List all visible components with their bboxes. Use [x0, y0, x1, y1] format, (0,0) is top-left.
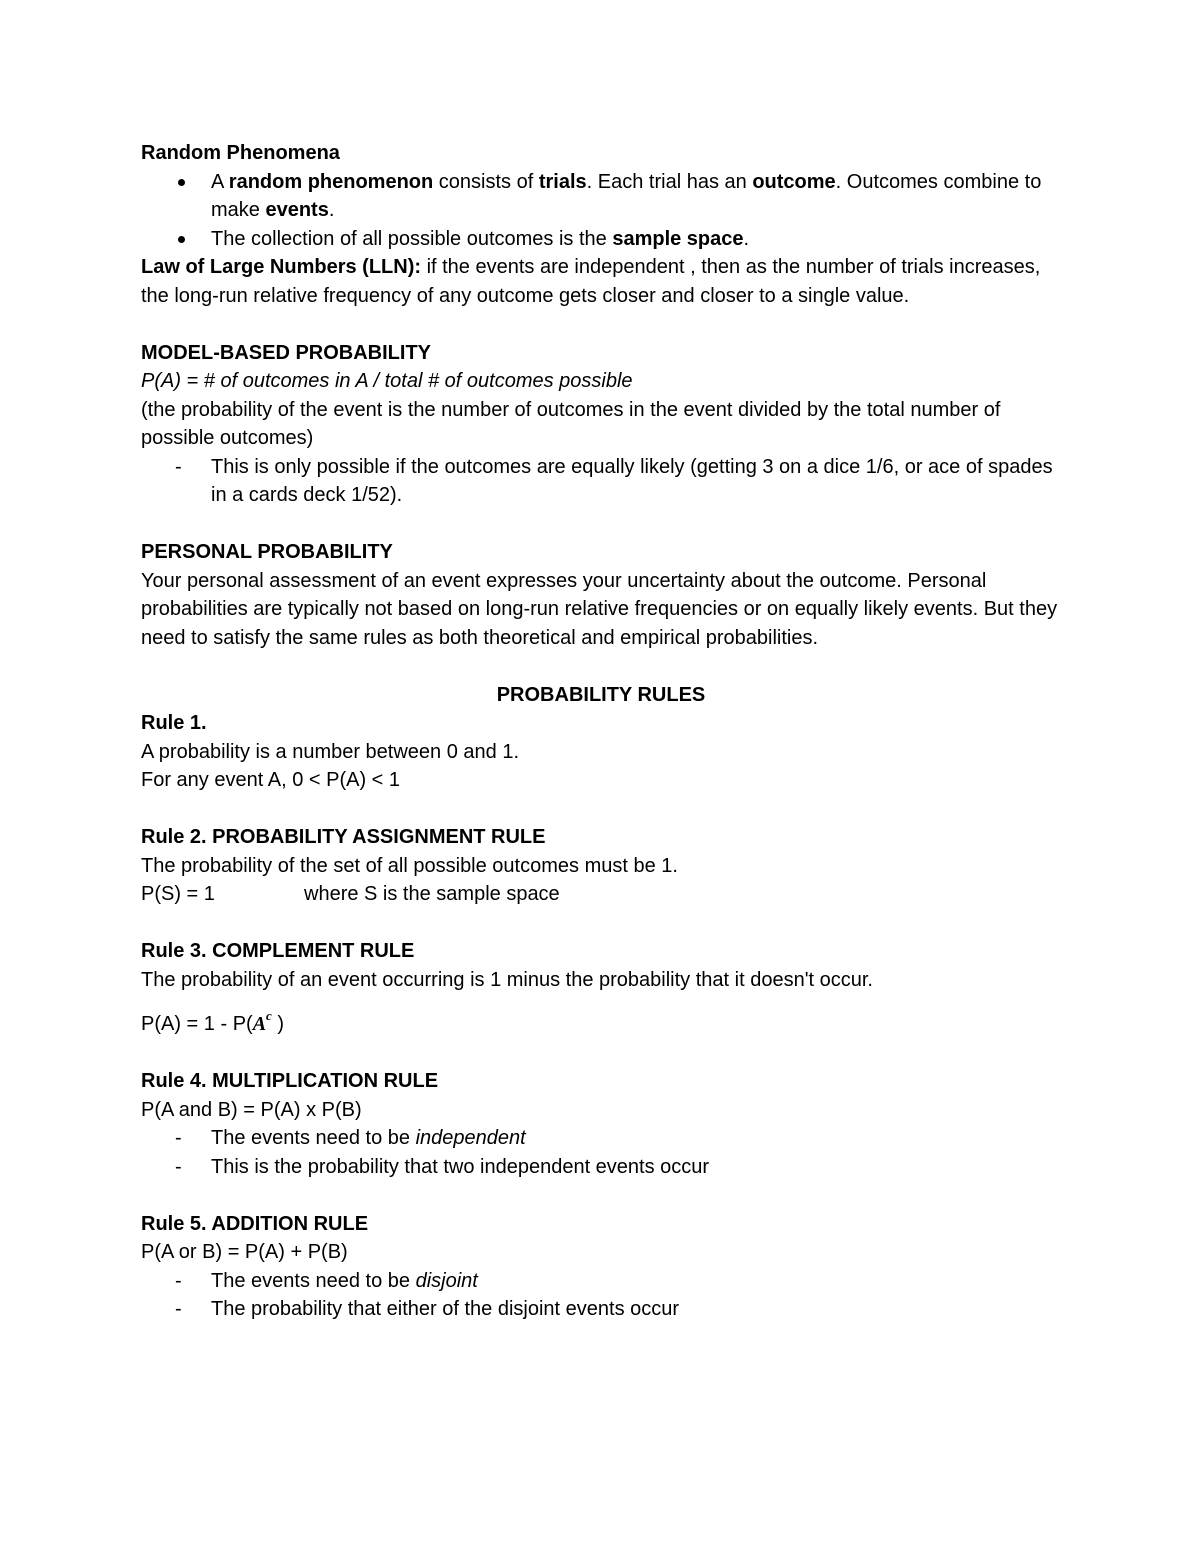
rule-5-equation: P(A or B) = P(A) + P(B)	[141, 1241, 348, 1263]
list-item: - This is the probability that two independent events occur	[141, 1153, 1061, 1182]
section-heading-personal: PERSONAL PROBABILITY	[141, 541, 393, 563]
list-item: - The probability that either of the disjoint events occur	[141, 1295, 1061, 1324]
rule-1-line: A probability is a number between 0 and 1.	[141, 740, 520, 763]
personal-paragraph: Your personal assessment of an event expresses your uncertainty about the outcome. Personal probabilities are typically not based on long-run relative frequencies or on equally likely events. But they need to satisfy the same rules as both theoretical and empirical probabilities.	[141, 569, 1058, 649]
model-formula: P(A) = # of outcomes in A / total # of outcomes possible	[141, 370, 633, 392]
list-item: - This is only possible if the outcomes are equally likely (getting 3 on a dice 1/6, or ace of spades in a cards deck 1/52).	[141, 453, 1061, 510]
rule-2-heading: Rule 2. PROBABILITY ASSIGNMENT RULE	[141, 826, 546, 848]
rule-1-heading: Rule 1.	[141, 712, 207, 734]
lln-paragraph: Law of Large Numbers (LLN): if the events are independent , then as the number of trials increases, the long-run relative frequency of any outcome gets closer and closer to a single value.	[141, 256, 1041, 307]
rule-4-heading: Rule 4. MULTIPLICATION RULE	[141, 1070, 439, 1092]
rule-2-line: The probability of the set of all possible outcomes must be 1.	[141, 854, 678, 877]
rules-title: PROBABILITY RULES	[496, 683, 706, 706]
dash-list	[141, 453, 1061, 510]
rule-4-equation: P(A and B) = P(A) x P(B)	[141, 1098, 362, 1121]
rule-3-line: The probability of an event occurring is 1 minus the probability that it doesn't occur.	[141, 968, 873, 991]
bullet-list	[141, 168, 1061, 254]
list-item: A random phenomenon consists of trials. Each trial has an outcome. Outcomes combine to make events.	[141, 168, 1061, 225]
rule-3-equation: $P(A) = 1 - P(A^c$ )	[141, 1008, 285, 1035]
rule-1-line: For any event A, 0 < P(A) < 1	[141, 769, 401, 791]
rule-5-heading: Rule 5. ADDITION RULE	[141, 1212, 369, 1235]
dash-list	[141, 1124, 1061, 1181]
section-heading-random-phenomena: Random Phenomena	[141, 142, 340, 164]
rule-2-equation: P(S) = 1 where S is the sample space	[141, 883, 560, 905]
list-item: - The events need to be independent	[141, 1124, 1061, 1153]
list-item: - The events need to be disjoint	[141, 1267, 1061, 1296]
section-heading-model-based: MODEL-BASED PROBABILITY	[141, 341, 431, 364]
list-item: The collection of all possible outcomes is the sample space.	[141, 225, 1061, 254]
document-page	[141, 139, 1061, 1324]
model-explanation: (the probability of the event is the number of outcomes in the event divided by the total number of possible outcomes)	[141, 398, 1001, 449]
dash-list	[141, 1267, 1061, 1324]
rule-3-heading: Rule 3. COMPLEMENT RULE	[141, 940, 415, 962]
